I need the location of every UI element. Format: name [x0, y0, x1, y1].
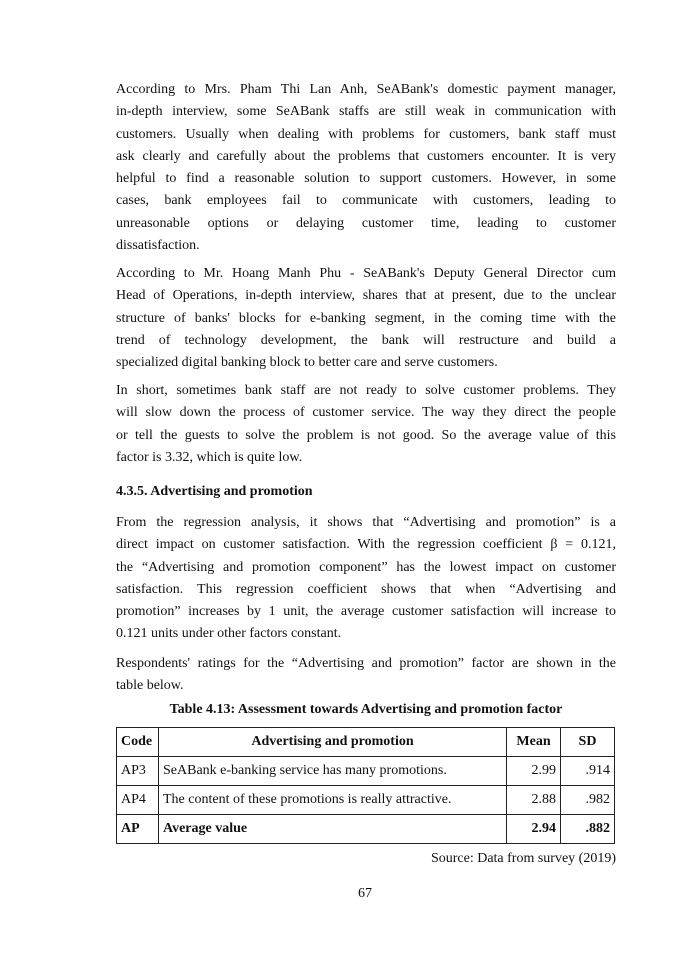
text-line: table below.: [116, 678, 184, 694]
assessment-table: [116, 727, 615, 844]
text-line: direct impact on customer satisfaction. With the regression coefficient β = 0.121,: [116, 537, 616, 553]
text-line: helpful to find a reasonable solution to support customers. However, in some: [116, 171, 616, 187]
text-line: in-depth interview, some SeABank staffs are still weak in communication with: [116, 104, 616, 120]
text-line: factor is 3.32, which is quite low.: [116, 449, 303, 465]
cell-item: Average value: [159, 815, 507, 844]
cell-mean: 2.99: [507, 757, 561, 786]
text-line: dissatisfaction.: [116, 238, 200, 254]
text-line: From the regression analysis, it shows that “Advertising and promotion” is a: [116, 515, 616, 530]
cell-item: SeABank e-banking service has many promotions.: [159, 757, 507, 786]
cell-mean: 2.88: [507, 786, 561, 815]
text-line: According to Mrs. Pham Thi Lan Anh, SeABank's domestic payment manager,: [116, 82, 616, 97]
paragraph-5: [116, 653, 616, 698]
section-heading: 4.3.5. Advertising and promotion: [116, 484, 313, 499]
text-line: satisfaction. This regression coefficient shows that when “Advertising and: [116, 581, 616, 597]
text-line: or tell the guests to solve the problem is not good. So the average value of this: [116, 427, 616, 443]
table-source: Source: Data from survey (2019): [430, 851, 616, 866]
text-line: cases, bank employees fail to communicate with customers, leading to: [116, 193, 616, 209]
page-number: 67: [358, 886, 372, 901]
paragraph-4: [116, 512, 616, 646]
cell-code: AP: [117, 815, 159, 844]
paragraph-3: [116, 380, 616, 469]
cell-sd: .882: [561, 815, 615, 844]
text-line: 0.121 units under other factors constant.: [116, 626, 342, 642]
table-header-row: [117, 728, 615, 757]
header-item: Advertising and promotion: [159, 728, 507, 757]
paragraph-2: [116, 263, 616, 374]
table-caption: Table 4.13: Assessment towards Advertising and promotion factor: [169, 702, 563, 717]
cell-item: The content of these promotions is really attractive.: [159, 786, 507, 815]
header-mean: Mean: [507, 728, 561, 757]
table-row: [117, 786, 615, 815]
cell-sd: .914: [561, 757, 615, 786]
table-row: [117, 757, 615, 786]
header-sd: SD: [561, 728, 615, 757]
paragraph-1: [116, 79, 616, 257]
text-line: In short, sometimes bank staff are not ready to solve customer problems. They: [116, 383, 616, 398]
text-line: the “Advertising and promotion component” has the lowest impact on customer: [116, 559, 616, 575]
text-line: specialized digital banking block to better care and serve customers.: [116, 355, 498, 371]
text-line: trend of technology development, the bank will restructure and build a: [116, 332, 616, 348]
text-line: customers. Usually when dealing with problems for customers, bank staff must: [116, 126, 616, 142]
text-line: ask clearly and carefully about the problems that customers encounter. It is very: [116, 148, 616, 164]
text-line: structure of banks' blocks for e-banking segment, in the coming time with the: [116, 310, 616, 326]
text-line: will slow down the process of customer service. The way they direct the people: [116, 405, 616, 421]
text-line: promotion” increases by 1 unit, the average customer satisfaction will increase to: [116, 604, 616, 620]
text-line: Respondents' ratings for the “Advertising and promotion” factor are shown in the: [116, 656, 616, 671]
cell-sd: .982: [561, 786, 615, 815]
table-row-average: [117, 815, 615, 844]
cell-mean: 2.94: [507, 815, 561, 844]
text-line: Head of Operations, in-depth interview, shares that at present, due to the unclear: [116, 288, 616, 304]
text-line: unreasonable options or delaying customer time, leading to customer: [116, 215, 616, 231]
cell-code: AP3: [117, 757, 159, 786]
cell-code: AP4: [117, 786, 159, 815]
text-line: According to Mr. Hoang Manh Phu - SeABank's Deputy General Director cum: [116, 266, 616, 281]
header-code: Code: [117, 728, 159, 757]
